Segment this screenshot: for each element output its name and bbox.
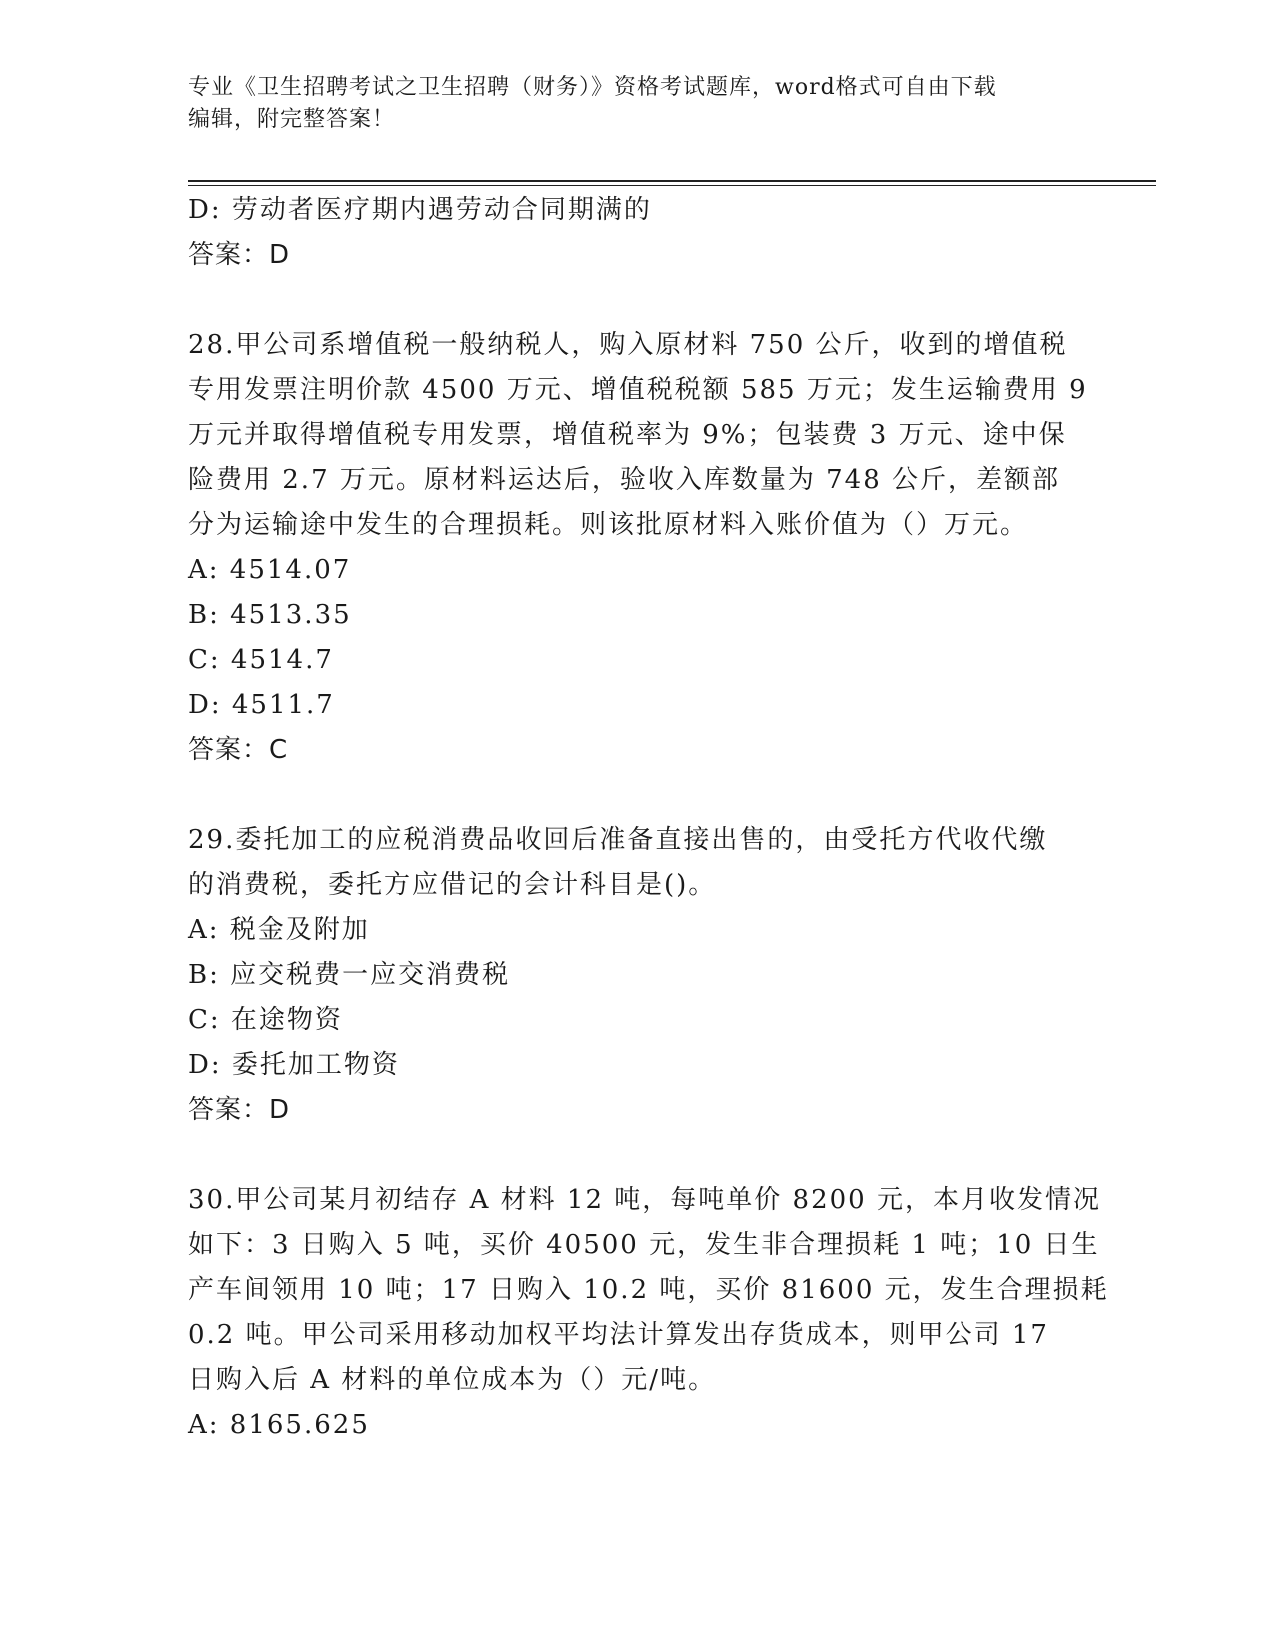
question-29-stem [188,818,1088,908]
stem-line: 专用发票注明价款 4500 万元、增值税税额 585 万元；发生运输费用 9 [188,375,1088,405]
question-28-stem [188,323,1088,548]
stem-line: 28.甲公司系增值税一般纳税人，购入原材料 750 公斤，收到的增值税 [188,330,1068,360]
question-28-option-b: B: 4513.35 [188,600,352,630]
question-29-answer: 答案：D [188,1095,291,1125]
header-rule-thin [188,185,1156,186]
stem-line: 30.甲公司某月初结存 A 材料 12 吨，每吨单价 8200 元，本月收发情况 [188,1185,1101,1215]
spacer [188,773,1088,818]
stem-line: 0.2 吨。甲公司采用移动加权平均法计算发出存货成本，则甲公司 17 [188,1320,1049,1350]
question-30-option-a: A: 8165.625 [188,1410,370,1440]
stem-line: 如下：3 日购入 5 吨，买价 40500 元，发生非合理损耗 1 吨；10 日生 [188,1230,1100,1260]
header-line-1: 专业《卫生招聘考试之卫生招聘（财务）》资格考试题库，word格式可自由下载 [188,75,997,100]
stem-line: 险费用 2.7 万元。原材料运达后，验收入库数量为 748 公斤，差额部 [188,465,1061,495]
spacer [188,278,1088,323]
stem-line: 产车间领用 10 吨；17 日购入 10.2 吨，买价 81600 元，发生合理损耗 [188,1275,1109,1305]
question-28-option-a: A: 4514.07 [188,555,352,585]
question-29-option-d: D: 委托加工物资 [188,1050,400,1080]
stem-line: 29.委托加工的应税消费品收回后准备直接出售的，由受托方代收代缴 [188,825,1048,855]
question-29-option-a: A: 税金及附加 [188,915,370,945]
prev-answer: 答案：D [188,240,291,270]
question-30-stem [188,1178,1109,1403]
stem-line: 日购入后 A 材料的单位成本为（）元/吨。 [188,1365,717,1395]
header-rule-thick [188,180,1156,182]
page-header [188,72,1068,136]
question-28-answer: 答案：C [188,735,289,765]
spacer [188,1133,1088,1178]
stem-line: 的消费税，委托方应借记的会计科目是()。 [188,870,717,900]
question-29-option-b: B: 应交税费一应交消费税 [188,960,511,990]
prev-option-d: D: 劳动者医疗期内遇劳动合同期满的 [188,195,652,225]
stem-line: 万元并取得增值税专用发票，增值税率为 9%；包装费 3 万元、途中保 [188,420,1067,450]
question-content [188,188,1109,1448]
question-28-option-d: D: 4511.7 [188,690,335,720]
stem-line: 分为运输途中发生的合理损耗。则该批原材料入账价值为（）万元。 [188,510,1029,540]
question-28-option-c: C: 4514.7 [188,645,334,675]
header-line-2: 编辑，附完整答案！ [188,107,396,132]
question-29-option-c: C: 在途物资 [188,1005,343,1035]
